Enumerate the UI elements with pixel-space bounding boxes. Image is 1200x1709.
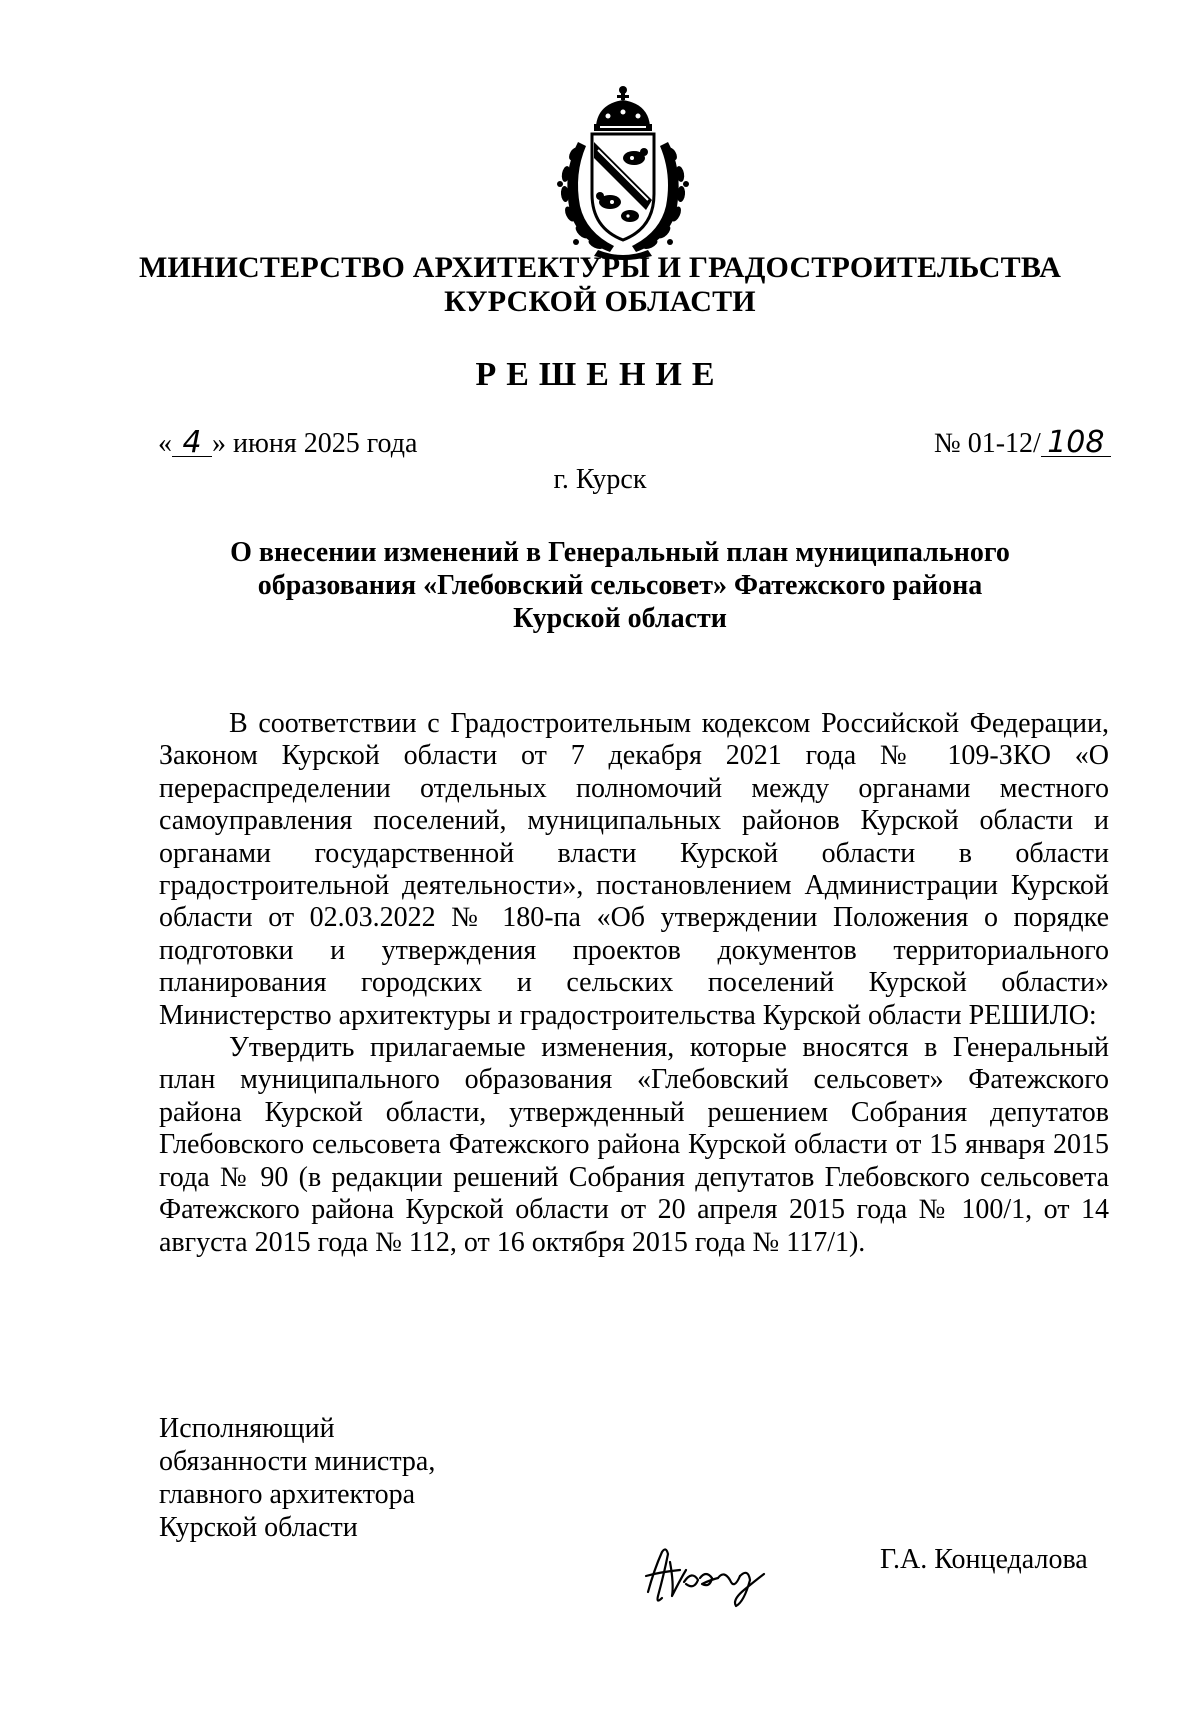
document-type-heading: РЕШЕНИЕ bbox=[475, 356, 725, 393]
document-title bbox=[160, 536, 1080, 635]
body-paragraph-legal-basis: В соответствии с Градостроительным кодексом Российской Федерации, Законом Курской области от 7 декабря 2021 года № 109-ЗКО «О перераспределении отдельных полномочий между органами местного самоуправления поселений, муниципальных районов Курской области и органами государственной власти Курской области в области градостроительной деятельности», постановлением Администрации Курской области от 02.03.2022 № 180-па «Об утверждении Положения о порядке подготовки и утверждения проектов документов территориального планирования городских и сельских поселений Курской области» Министерство архитектуры и градостроительства Курской области РЕШИЛО: bbox=[159, 708, 1109, 1031]
title-line2: образования «Глебовский сельсовет» Фатежского района bbox=[257, 570, 983, 601]
title-line1: О внесении изменений в Генеральный план муниципального bbox=[230, 537, 1010, 568]
signatory-position bbox=[159, 1412, 435, 1544]
body-paragraph-decision: Утвердить прилагаемые изменения, которые вносятся в Генеральный план муниципального образования «Глебовский сельсовет» Фатежского района Курской области, утвержденный решением Собрания депутатов Глебовского сельсовета Фатежского района Курской области от 15 января 2015 года № 90 (в редакции решений Собрания депутатов Глебовского сельсовета Фатежского района Курской области от 20 апреля 2015 года № 100/1, от 14 августа 2015 года № 112, от 16 октября 2015 года № 117/1). bbox=[159, 1032, 1109, 1258]
position-line4: Курской области bbox=[159, 1512, 358, 1543]
kursk-coat-of-arms-icon bbox=[548, 82, 698, 260]
position-line3: главного архитектора bbox=[159, 1479, 416, 1510]
date-day-handwritten: 4 bbox=[172, 430, 212, 457]
document-city: г. Курск bbox=[553, 464, 647, 495]
title-line3: Курской области bbox=[513, 603, 727, 634]
position-line2: обязанности министра, bbox=[159, 1446, 436, 1477]
date-open-quote: « bbox=[158, 428, 172, 459]
ministry-name-line2: КУРСКОЙ ОБЛАСТИ bbox=[444, 285, 756, 318]
document-number-prefix: № 01-12/ bbox=[934, 428, 1041, 459]
signer-name: Г.А. Концедалова bbox=[880, 1544, 1088, 1575]
document-number-handwritten: 108 bbox=[1041, 430, 1111, 457]
document-date bbox=[158, 425, 418, 460]
document-number bbox=[934, 425, 1111, 460]
document-body bbox=[159, 708, 1109, 1259]
handwritten-signature-icon bbox=[640, 1540, 790, 1610]
date-month-year: » июня 2025 года bbox=[212, 428, 418, 459]
ministry-name-line1: МИНИСТЕРСТВО АРХИТЕКТУРЫ И ГРАДОСТРОИТЕЛЬСТВА bbox=[138, 251, 1062, 284]
position-line1: Исполняющий bbox=[159, 1413, 335, 1444]
